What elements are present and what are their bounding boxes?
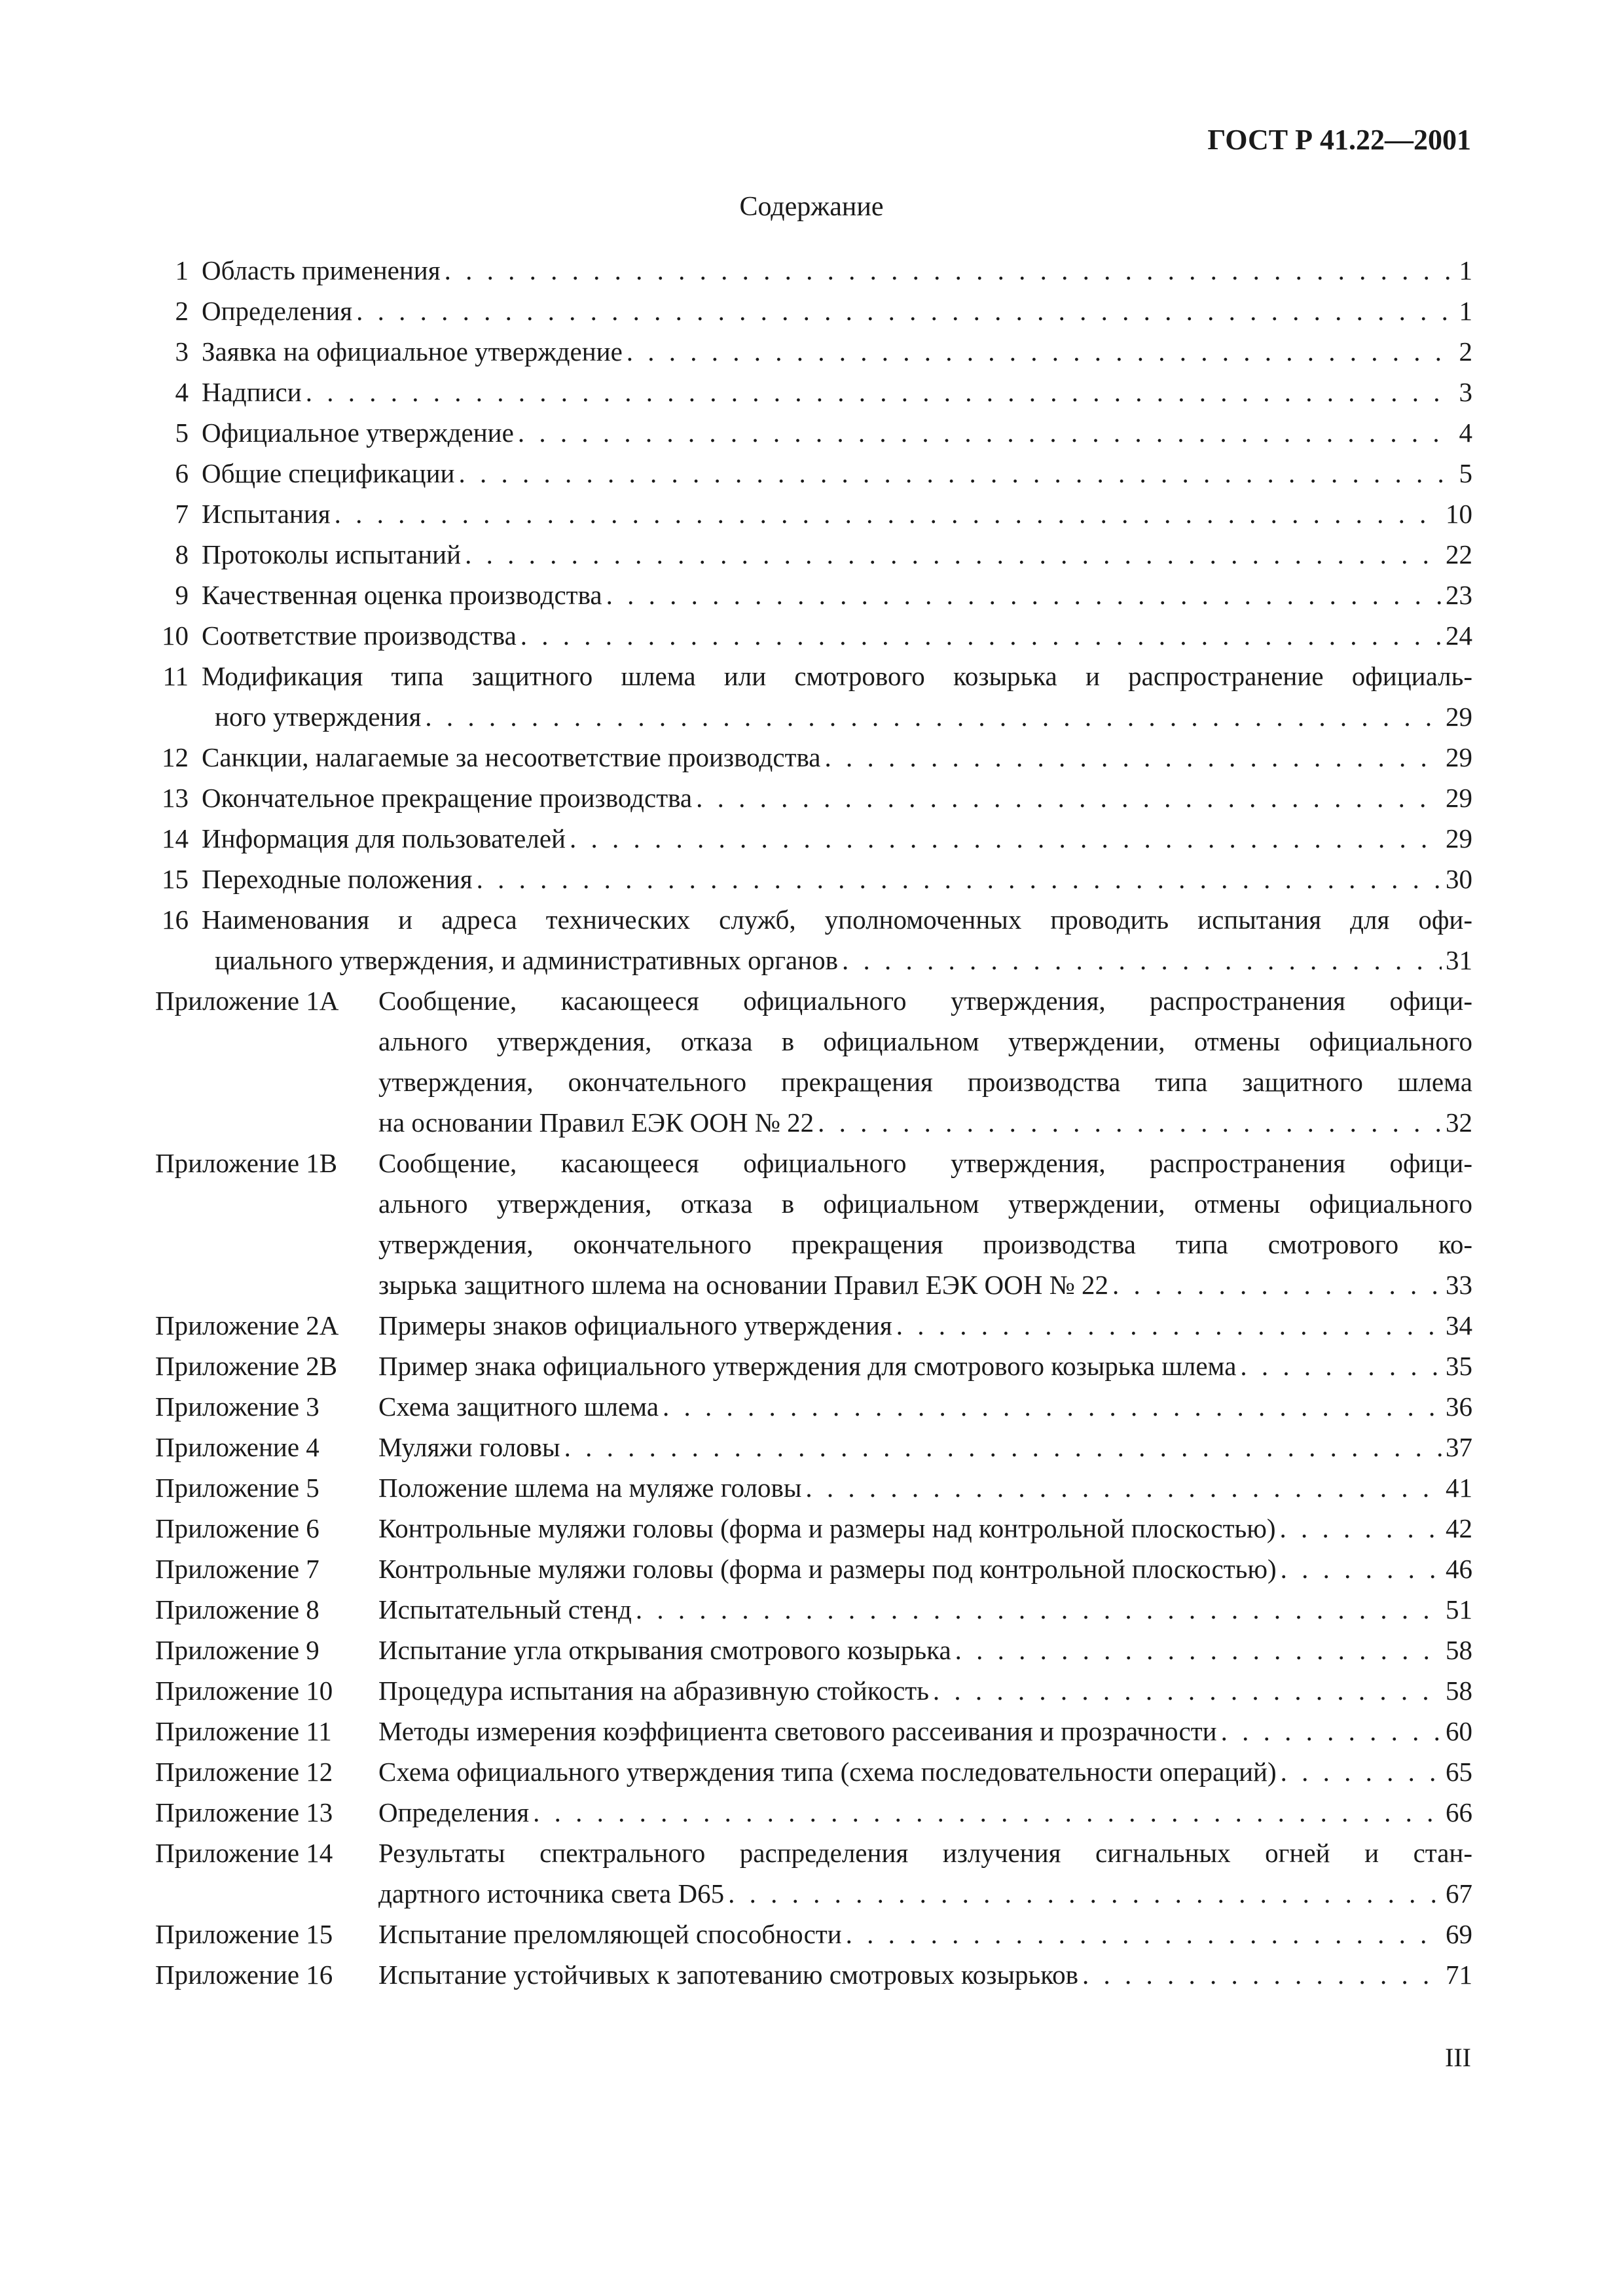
- toc-line-text: Определения: [378, 1797, 530, 1827]
- toc-page-number: 37: [1446, 1432, 1472, 1462]
- toc-line: [0, 331, 1472, 372]
- toc-line: [0, 1467, 1472, 1508]
- appendix-entry: [0, 1427, 1623, 1467]
- toc-line-text: Наименования и адреса технических служб, уполномоченных проводить испытания для офи-: [202, 905, 1472, 935]
- toc-line-text: Сообщение, касающееся официального утверждения, распространения офици-: [378, 986, 1472, 1016]
- toc-line-text: циального утверждения, и административных органов: [215, 945, 838, 975]
- toc-line-text: Определения: [202, 296, 353, 326]
- toc-line-text: ального утверждения, отказа в официальном утверждении, отмены официального: [378, 1026, 1472, 1056]
- appendix-entry: [0, 1914, 1623, 1954]
- toc-line-text: Схема защитного шлема: [378, 1391, 659, 1422]
- toc-page-number: 66: [1446, 1797, 1472, 1827]
- toc-line-text: Модификация типа защитного шлема или смотрового козырька и распространение официаль-: [202, 661, 1472, 691]
- appendix-entry: [0, 1711, 1623, 1751]
- toc-line-text: Методы измерения коэффициента светового рассеивания и прозрачности: [378, 1716, 1217, 1746]
- toc-line: [0, 1386, 1472, 1427]
- toc-line: [0, 1630, 1472, 1670]
- toc-page-number: 22: [1446, 539, 1472, 569]
- appendix-entry: [0, 1833, 1623, 1914]
- toc-line: [0, 1508, 1472, 1549]
- section-entry: [0, 818, 1623, 859]
- leader-dots: [425, 696, 1442, 737]
- toc-page-number: 67: [1446, 1878, 1472, 1909]
- toc-line: [0, 250, 1472, 291]
- toc-line: [0, 1914, 1472, 1954]
- toc-page-number: 71: [1446, 1960, 1472, 1990]
- toc-page-number: 32: [1446, 1107, 1472, 1138]
- toc-line: [0, 453, 1472, 493]
- leader-dots: [518, 412, 1455, 453]
- leader-dots: [306, 372, 1455, 412]
- toc-line-text: Санкции, налагаемые за несоответствие производства: [202, 742, 821, 772]
- toc-line: [0, 615, 1472, 656]
- leader-dots: [1281, 1751, 1442, 1792]
- leader-dots: [356, 291, 1455, 331]
- toc-page-number: 51: [1446, 1594, 1472, 1624]
- leader-dots: [842, 940, 1442, 980]
- section-entry: [0, 493, 1623, 534]
- leader-dots: [335, 493, 1442, 534]
- leader-dots: [1082, 1954, 1442, 1995]
- leader-dots: [896, 1305, 1442, 1346]
- document-code: ГОСТ Р 41.22—2001: [1207, 124, 1471, 156]
- toc-page-number: 5: [1459, 458, 1472, 488]
- toc-line: [0, 1711, 1472, 1751]
- appendix-entry: [0, 1143, 1623, 1305]
- toc-line: [0, 859, 1472, 899]
- toc-line: [0, 1549, 1472, 1589]
- section-number: 4: [175, 377, 189, 407]
- leader-dots: [818, 1102, 1442, 1143]
- toc-line-text: утверждения, окончательного прекращения производства типа смотрового ко-: [378, 1229, 1472, 1259]
- appendix-number: Приложение 2В: [155, 1351, 338, 1381]
- toc-line-text: Результаты спектрального распределения излучения сигнальных огней и стан-: [378, 1838, 1472, 1868]
- toc-page-number: 24: [1446, 620, 1472, 651]
- toc-line: [0, 1427, 1472, 1467]
- appendix-number: Приложение 3: [155, 1391, 319, 1422]
- leader-dots: [477, 859, 1442, 899]
- toc-line-text: Общие спецификации: [202, 458, 455, 488]
- toc-line-text: Процедура испытания на абразивную стойкость: [378, 1676, 929, 1706]
- toc-line-text: Протоколы испытаний: [202, 539, 462, 569]
- section-number: 6: [175, 458, 189, 488]
- section-entry: [0, 575, 1623, 615]
- toc-line-text: Надписи: [202, 377, 302, 407]
- section-entry: [0, 899, 1623, 980]
- toc-line: [0, 1589, 1472, 1630]
- section-number: 10: [162, 620, 189, 651]
- toc-title: Содержание: [739, 192, 884, 222]
- toc-page-number: 30: [1446, 864, 1472, 894]
- toc-line: [0, 412, 1472, 453]
- section-number: 11: [162, 661, 189, 691]
- section-number: 16: [162, 905, 189, 935]
- appendix-entry: [0, 1589, 1623, 1630]
- toc-page-number: 31: [1446, 945, 1472, 975]
- leader-dots: [606, 575, 1442, 615]
- toc-line-text: Испытание устойчивых к запотеванию смотровых козырьков: [378, 1960, 1078, 1990]
- appendix-number: Приложение 4: [155, 1432, 319, 1462]
- leader-dots: [933, 1670, 1442, 1711]
- toc-line-text: Соответствие производства: [202, 620, 517, 651]
- section-entry: [0, 372, 1623, 412]
- leader-dots: [1281, 1549, 1442, 1589]
- toc-page-number: 29: [1446, 823, 1472, 853]
- toc-page-number: 35: [1446, 1351, 1472, 1381]
- section-entry: [0, 331, 1623, 372]
- toc-line: [0, 696, 1472, 737]
- section-number: 8: [175, 539, 189, 569]
- toc-line-text: Испытание угла открывания смотрового козырька: [378, 1635, 951, 1665]
- appendix-number: Приложение 1А: [155, 986, 339, 1016]
- section-number: 9: [175, 580, 189, 610]
- toc-page-number: 41: [1446, 1473, 1472, 1503]
- leader-dots: [1280, 1508, 1442, 1549]
- toc-line: [0, 1792, 1472, 1833]
- leader-dots: [445, 250, 1455, 291]
- toc-line: [0, 778, 1472, 818]
- section-number: 2: [175, 296, 189, 326]
- leader-dots: [458, 453, 1455, 493]
- leader-dots: [805, 1467, 1442, 1508]
- toc-line-text: ного утверждения: [215, 702, 422, 732]
- toc-line-text: Испытания: [202, 499, 331, 529]
- toc-line: [0, 1751, 1472, 1792]
- toc-page-number: 10: [1446, 499, 1472, 529]
- toc-page-number: 36: [1446, 1391, 1472, 1422]
- toc-page-number: 42: [1446, 1513, 1472, 1543]
- appendix-number: Приложение 14: [155, 1838, 333, 1868]
- leader-dots: [728, 1873, 1442, 1914]
- toc-line-text: Муляжи головы: [378, 1432, 560, 1462]
- toc-line: [0, 534, 1472, 575]
- appendix-entry: [0, 1508, 1623, 1549]
- leader-dots: [564, 1427, 1442, 1467]
- section-number: 13: [162, 783, 189, 813]
- toc-line: [0, 737, 1472, 778]
- toc-page-number: 1: [1459, 255, 1472, 285]
- appendix-entry: [0, 1751, 1623, 1792]
- section-entry: [0, 737, 1623, 778]
- appendix-number: Приложение 11: [155, 1716, 332, 1746]
- toc-line-text: утверждения, окончательного прекращения производства типа защитного шлема: [378, 1067, 1472, 1097]
- toc-line: [0, 291, 1472, 331]
- toc-page-number: 29: [1446, 783, 1472, 813]
- toc-line: [0, 372, 1472, 412]
- leader-dots: [1112, 1265, 1442, 1305]
- section-entry: [0, 778, 1623, 818]
- appendix-entry: [0, 1792, 1623, 1833]
- appendix-entry: [0, 1954, 1623, 1995]
- toc-line: [0, 940, 1472, 980]
- toc-page-number: 58: [1446, 1676, 1472, 1706]
- leader-dots: [636, 1589, 1442, 1630]
- leader-dots: [1221, 1711, 1442, 1751]
- toc-line-text: Контрольные муляжи головы (форма и размеры над контрольной плоскостью): [378, 1513, 1276, 1543]
- appendix-entry: [0, 1346, 1623, 1386]
- leader-dots: [696, 778, 1442, 818]
- appendix-entry: [0, 980, 1623, 1143]
- section-number: 1: [175, 255, 189, 285]
- toc-line-text: ального утверждения, отказа в официальном утверждении, отмены официального: [378, 1189, 1472, 1219]
- leader-dots: [520, 615, 1442, 656]
- appendix-number: Приложение 8: [155, 1594, 319, 1624]
- toc-line-text: дартного источника света D65: [378, 1878, 725, 1909]
- toc-line: [0, 1873, 1472, 1914]
- section-number: 14: [162, 823, 189, 853]
- toc-line-text: Схема официального утверждения типа (схема последовательности операций): [378, 1757, 1277, 1787]
- toc-line-text: Испытание преломляющей способности: [378, 1919, 842, 1949]
- appendix-number: Приложение 7: [155, 1554, 319, 1584]
- section-entry: [0, 250, 1623, 291]
- toc-page-number: 1: [1459, 296, 1472, 326]
- toc-line-text: Официальное утверждение: [202, 418, 514, 448]
- toc-line: [0, 818, 1472, 859]
- appendix-number: Приложение 15: [155, 1919, 333, 1949]
- appendix-entry: [0, 1386, 1623, 1427]
- toc-page-number: 60: [1446, 1716, 1472, 1746]
- appendix-entry: [0, 1549, 1623, 1589]
- toc-page-number: 29: [1446, 702, 1472, 732]
- appendix-entry: [0, 1305, 1623, 1346]
- appendix-number: Приложение 5: [155, 1473, 319, 1503]
- toc-line: [0, 493, 1472, 534]
- appendix-number: Приложение 2А: [155, 1310, 339, 1340]
- toc-line-text: Контрольные муляжи головы (форма и размеры под контрольной плоскостью): [378, 1554, 1277, 1584]
- toc-line-text: Заявка на официальное утверждение: [202, 336, 623, 367]
- toc-page-number: 3: [1459, 377, 1472, 407]
- page-number: III: [1445, 2043, 1471, 2072]
- toc-line-text: зырька защитного шлема на основании Правил ЕЭК ООН № 22: [378, 1270, 1108, 1300]
- toc-line: [0, 1346, 1472, 1386]
- section-entry: [0, 291, 1623, 331]
- toc-line-text: Переходные положения: [202, 864, 473, 894]
- toc-page-number: 69: [1446, 1919, 1472, 1949]
- toc-line: [0, 575, 1472, 615]
- toc-line-text: Качественная оценка производства: [202, 580, 602, 610]
- toc-line: [0, 1954, 1472, 1995]
- section-entry: [0, 615, 1623, 656]
- toc-line-text: Информация для пользователей: [202, 823, 566, 853]
- toc-line-text: Испытательный стенд: [378, 1594, 632, 1624]
- toc-line-text: Положение шлема на муляже головы: [378, 1473, 802, 1503]
- appendix-entry: [0, 1670, 1623, 1711]
- appendix-number: Приложение 12: [155, 1757, 333, 1787]
- toc-page-number: 23: [1446, 580, 1472, 610]
- toc-page-number: 58: [1446, 1635, 1472, 1665]
- toc-line: [0, 899, 1623, 940]
- toc-line: [0, 1670, 1472, 1711]
- section-entry: [0, 859, 1623, 899]
- appendix-entry: [0, 1467, 1623, 1508]
- toc-page-number: 29: [1446, 742, 1472, 772]
- appendix-number: Приложение 6: [155, 1513, 319, 1543]
- appendix-number: Приложение 9: [155, 1635, 319, 1665]
- toc-line-text: на основании Правил ЕЭК ООН № 22: [378, 1107, 814, 1138]
- section-entry: [0, 412, 1623, 453]
- leader-dots: [1240, 1346, 1442, 1386]
- section-entry: [0, 534, 1623, 575]
- toc-line: [0, 1265, 1472, 1305]
- toc-page-number: 33: [1446, 1270, 1472, 1300]
- toc-line: [0, 1833, 1623, 1873]
- section-number: 7: [175, 499, 189, 529]
- leader-dots: [465, 534, 1442, 575]
- appendix-number: Приложение 10: [155, 1676, 333, 1706]
- toc-page-number: 4: [1459, 418, 1472, 448]
- leader-dots: [627, 331, 1455, 372]
- appendix-number: Приложение 13: [155, 1797, 333, 1827]
- toc-line: [0, 656, 1623, 696]
- leader-dots: [846, 1914, 1442, 1954]
- leader-dots: [570, 818, 1442, 859]
- appendix-number: Приложение 16: [155, 1960, 333, 1990]
- toc-line: [0, 980, 1623, 1021]
- toc-page-number: 65: [1446, 1757, 1472, 1787]
- toc-line: [0, 1102, 1472, 1143]
- section-number: 12: [162, 742, 189, 772]
- leader-dots: [663, 1386, 1442, 1427]
- section-number: 3: [175, 336, 189, 367]
- toc-line: [0, 1305, 1472, 1346]
- toc-page-number: 34: [1446, 1310, 1472, 1340]
- toc-line-text: Сообщение, касающееся официального утверждения, распространения офици-: [378, 1148, 1472, 1178]
- appendix-number: Приложение 1В: [155, 1148, 338, 1178]
- section-number: 5: [175, 418, 189, 448]
- toc-line-text: Примеры знаков официального утверждения: [378, 1310, 892, 1340]
- toc-line-text: Область применения: [202, 255, 441, 285]
- section-number: 15: [162, 864, 189, 894]
- toc-line-text: Окончательное прекращение производства: [202, 783, 693, 813]
- section-entry: [0, 656, 1623, 737]
- appendix-entry: [0, 1630, 1623, 1670]
- leader-dots: [824, 737, 1442, 778]
- toc-page-number: 46: [1446, 1554, 1472, 1584]
- toc-line-text: Пример знака официального утверждения для смотрового козырька шлема: [378, 1351, 1237, 1381]
- table-of-contents: [0, 250, 1623, 1995]
- leader-dots: [955, 1630, 1442, 1670]
- leader-dots: [533, 1792, 1442, 1833]
- toc-page-number: 2: [1459, 336, 1472, 367]
- toc-line: [0, 1143, 1623, 1183]
- section-entry: [0, 453, 1623, 493]
